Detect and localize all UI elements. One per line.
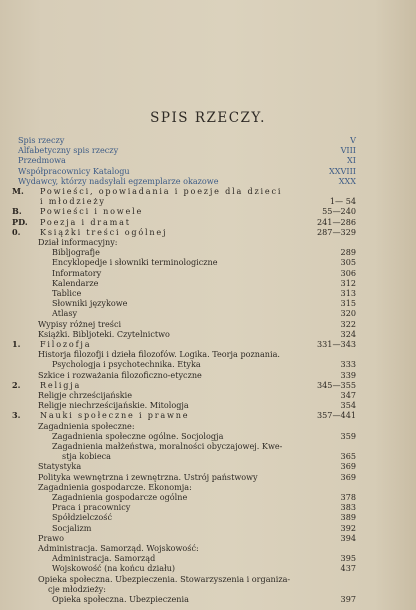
toc-entry-title: Opieka społeczna. Ubezpieczenia <box>52 594 189 604</box>
toc-entry <box>0 502 416 512</box>
toc-entry-page: 315 <box>340 298 356 309</box>
toc-entry-page: XXVIII <box>329 165 356 176</box>
toc-entry <box>0 145 416 155</box>
toc-entry-page: 339 <box>340 369 356 380</box>
toc-entry-page: 394 <box>340 532 356 543</box>
toc-entry-code: 2. <box>12 379 21 390</box>
toc-entry-page: 347 <box>340 390 356 400</box>
toc-entry <box>0 339 416 349</box>
toc-entry-page: 383 <box>340 502 356 513</box>
toc-entry-title: Książki. Bibljoteki. Czytelnictwo <box>38 328 170 339</box>
toc-entry-title: Alfabetyczny spis rzeczy <box>18 145 119 156</box>
toc-entry-page: 397 <box>340 594 356 604</box>
toc-entry-title: cje młodzieży: <box>48 583 106 594</box>
toc-entry-title: Filozofja <box>40 339 92 349</box>
toc-entry-title: Zagadnienia gospodarcze ogólne <box>52 492 188 502</box>
toc-entry-page: 395 <box>340 553 356 564</box>
toc-entry-title: Historja filozofji i dzieła filozofów. Logika. Teorja poznania. <box>38 349 281 360</box>
toc-entry-title: Atlasy <box>52 308 78 319</box>
toc-entry-page: 313 <box>340 288 356 298</box>
toc-entry <box>0 584 416 594</box>
toc-entry-title: Dział informacyjny: <box>38 237 118 247</box>
toc-entry <box>0 533 416 543</box>
toc-entry-title: Powieści i nowele <box>40 206 144 217</box>
toc-entry-title: Powieści, opowiadania i poezje dla dzieci <box>40 186 283 196</box>
toc-entry-title: Zagadnienia społeczne ogólne. Socjologja <box>52 430 224 441</box>
toc-entry <box>0 176 416 186</box>
toc-entry-page: 389 <box>340 512 356 523</box>
toc-entry <box>0 206 416 216</box>
toc-entry-page: 437 <box>340 563 356 574</box>
toc-entry-page: 369 <box>340 471 356 482</box>
toc-entry-page: 241—286 <box>317 216 356 227</box>
toc-entry-page: 392 <box>340 522 356 533</box>
toc-entry-page: 55—240 <box>322 206 356 217</box>
toc-entry-title: Spis rzeczy <box>18 135 65 145</box>
toc-entry <box>0 523 416 533</box>
toc-entry <box>0 166 416 176</box>
toc-entry-title: Opieka społeczna. Ubezpieczenia. Stowarzyszenia i organiza- <box>38 573 291 584</box>
toc-entry <box>0 441 416 451</box>
toc-entry-title: Słowniki językowe <box>52 298 128 309</box>
toc-entry-page: 365 <box>340 451 356 462</box>
toc-entry <box>0 319 416 329</box>
toc-entry <box>0 461 416 471</box>
toc-entry-title: Informatory <box>52 267 102 278</box>
toc-entry <box>0 298 416 308</box>
toc-entry <box>0 594 416 604</box>
toc-entry-code: 0. <box>12 226 21 237</box>
toc-entry-title: Religje chrześcijańskie <box>38 390 133 400</box>
toc-entry <box>0 370 416 380</box>
toc-entry <box>0 380 416 390</box>
toc-entry-page: VIII <box>340 145 356 156</box>
toc-entry <box>0 227 416 237</box>
toc-entry <box>0 492 416 502</box>
toc-entry-title: Encyklopedje i słowniki terminologiczne <box>52 257 218 268</box>
page-title: SPIS RZECZY. <box>150 110 266 126</box>
toc-entry <box>0 278 416 288</box>
toc-entry <box>0 482 416 492</box>
toc-entry-code: M. <box>12 186 24 196</box>
toc-entry-page: XXX <box>338 175 356 186</box>
toc-entry-title: Szkice i rozważania filozoficzno-etyczne <box>38 369 202 380</box>
toc-entry-code: 3. <box>12 410 21 421</box>
toc-entry-title: Praca i pracownicy <box>52 502 131 513</box>
toc-entry-title: Bibljografje <box>52 247 100 258</box>
toc-entry-page: 331—343 <box>317 339 356 349</box>
toc-entry-page: 359 <box>340 430 356 441</box>
toc-entry <box>0 400 416 410</box>
toc-entry-page: XI <box>347 155 356 166</box>
toc-entry-page: 369 <box>340 461 356 472</box>
toc-entry <box>0 553 416 563</box>
toc-entry <box>0 186 416 196</box>
toc-entry-title: Socjalizm <box>52 522 92 533</box>
toc-entry-title: Zagadnienia gospodarcze. Ekonomja: <box>38 481 192 492</box>
toc-entry-page: 312 <box>340 277 356 288</box>
toc-entry-code: B. <box>12 206 22 217</box>
toc-entry <box>0 512 416 522</box>
toc-entry <box>0 563 416 573</box>
toc-entry <box>0 543 416 553</box>
toc-entry <box>0 135 416 145</box>
toc-entry-page: 320 <box>340 308 356 319</box>
toc-entry <box>0 359 416 369</box>
toc-entry-title: Administracja. Samorząd <box>52 553 156 564</box>
toc-entry <box>0 410 416 420</box>
toc-entry-title: Polityka wewnętrzna i zewnętrzna. Ustrój państwowy <box>38 471 258 482</box>
toc-entry <box>0 155 416 165</box>
toc-entry-title: Książki treści ogólnej <box>40 226 168 237</box>
toc-entry-title: Wojskowość (na końcu działu) <box>52 563 176 574</box>
toc-entry-page: 333 <box>340 359 356 370</box>
toc-entry-page: 306 <box>340 267 356 278</box>
toc-entry-code: PD. <box>12 216 28 227</box>
toc-entry-page: 305 <box>340 257 356 268</box>
toc-entry-page: 354 <box>340 400 356 411</box>
toc-entry-title: Spółdzielczość <box>52 512 112 523</box>
toc-entry <box>0 217 416 227</box>
toc-entry <box>0 431 416 441</box>
toc-entry <box>0 308 416 318</box>
toc-entry-page: 357—441 <box>317 410 356 421</box>
toc-entry <box>0 451 416 461</box>
toc-entry-title: Współpracownicy Katalogu <box>18 165 130 176</box>
toc-entry <box>0 196 416 206</box>
toc-entry-title: Prawo <box>38 532 64 543</box>
toc-entry-title: Religja <box>40 379 82 390</box>
toc-entry-title: stja kobieca <box>62 451 112 462</box>
toc-entry-title: Religje niechrześcijańskie. Mitologja <box>38 400 189 411</box>
toc-entry-page: 289 <box>340 247 356 258</box>
toc-entry <box>0 257 416 267</box>
toc-entry-title: Administracja. Samorząd. Wojskowość: <box>38 543 199 553</box>
toc-entry <box>0 574 416 584</box>
toc-entry <box>0 237 416 247</box>
toc-entry-title: Zagadnienia społeczne: <box>38 420 135 431</box>
toc-entry-title: Wydawcy, którzy nadsyłali egzemplarze okazowe <box>18 175 219 186</box>
toc-entry-title: Poezja i dramat <box>40 216 131 227</box>
toc-entry-page: 322 <box>340 318 356 329</box>
toc-entry-page: 1— 54 <box>329 196 356 207</box>
toc-entry-page: 345—355 <box>317 379 356 390</box>
toc-entry <box>0 390 416 400</box>
toc-entry-page: V <box>350 135 356 145</box>
toc-entry-title: i młodzieży <box>40 196 106 207</box>
toc-entry-title: Psychologja i psychotechnika. Etyka <box>52 359 201 370</box>
toc-entry <box>0 472 416 482</box>
toc-entry-title: Nauki społeczne i prawne <box>40 410 190 421</box>
toc-entry-code: 1. <box>12 339 21 349</box>
toc-entry-page: 324 <box>340 328 356 339</box>
toc-entry-title: Przedmowa <box>18 155 66 166</box>
toc-entry-title: Kalendarze <box>52 277 99 288</box>
toc-entry <box>0 421 416 431</box>
toc-entry-page: 287—329 <box>317 226 356 237</box>
toc-entry <box>0 247 416 257</box>
toc-entry-page: 378 <box>340 492 356 502</box>
toc-entry-title: Tablice <box>52 288 82 298</box>
toc-entry-title: Statystyka <box>38 461 82 472</box>
toc-entry <box>0 268 416 278</box>
toc-entry <box>0 329 416 339</box>
toc-entry-title: Zagadnienia małżeństwa, moralności obyczajowej. Kwe- <box>52 441 283 451</box>
toc-entry-title: Wypisy różnej treści <box>38 318 122 329</box>
toc-entry <box>0 349 416 359</box>
toc-entry <box>0 288 416 298</box>
